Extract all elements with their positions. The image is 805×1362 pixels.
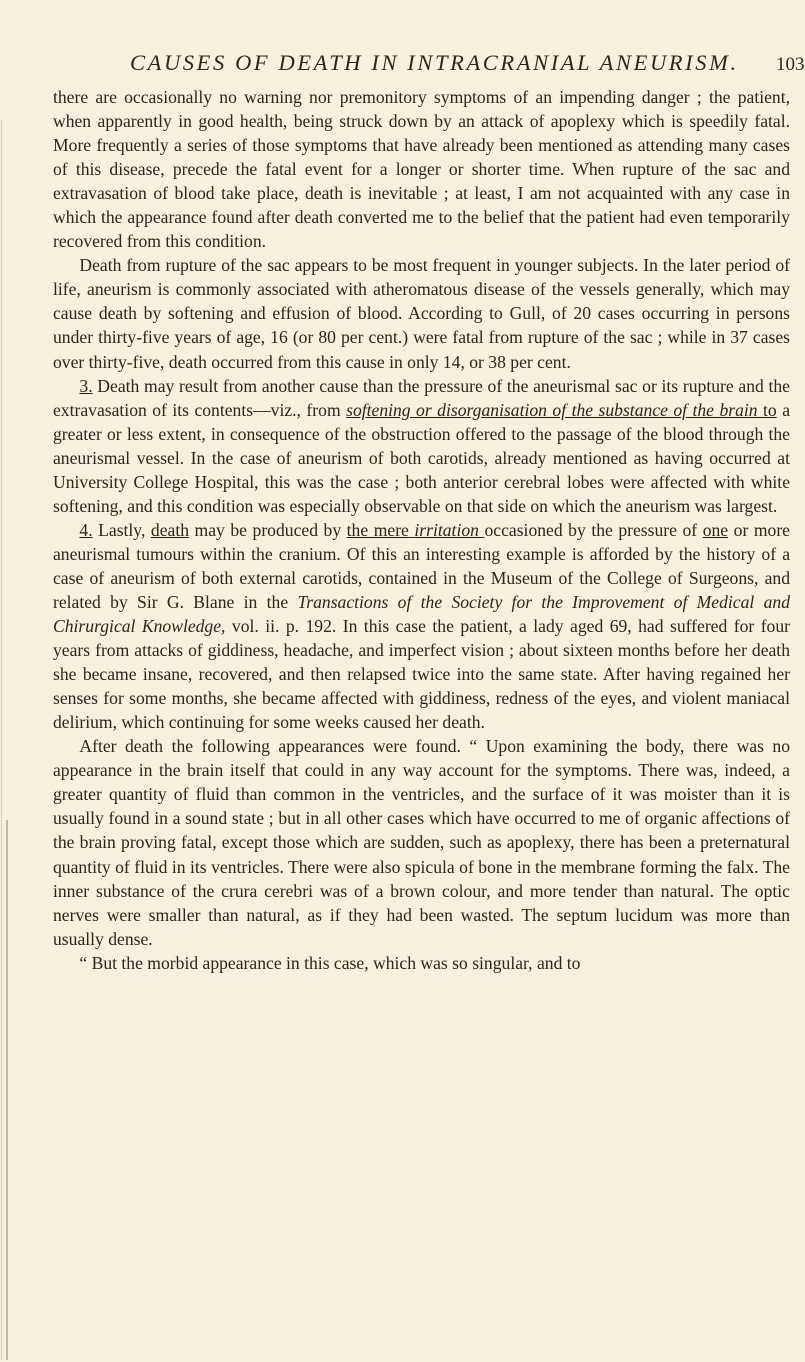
paragraph-4-text-h: or more aneurismal tumours within the cranium. Of this an interesting example is afforded by the history of a case of aneurism of both external carotids, contained in the Museum of the College of Surgeons, and related by Sir G. Blane in the bbox=[53, 519, 790, 612]
section-number-4: 4. bbox=[79, 519, 93, 540]
paragraph-4 bbox=[53, 518, 790, 734]
underlined-the-mere: the mere bbox=[346, 519, 415, 540]
journal-title: Transactions of the Society for the Improvement of Medical and Chirurgical Knowledge, bbox=[53, 591, 790, 637]
paragraph-6: “ But the morbid appearance in this case, which was so singular, and to bbox=[79, 952, 581, 973]
page-header bbox=[24, 50, 805, 84]
paragraph-3-text-e: a greater or less extent, in consequence of the obstruction offered to the passage of the blood through the aneurismal vessel. In the case of aneurism of both carotids, already mentioned as having occurred at University College Hospital, this was the case ; both anterior cerebral lobes were affected with white softening, and this condition was especially observable on that side on which the aneurism was largest. bbox=[53, 399, 790, 516]
page-edge-line bbox=[1, 120, 2, 1360]
underlined-one: one bbox=[702, 519, 729, 540]
underlined-death: death bbox=[150, 519, 190, 540]
page-number: 103 bbox=[776, 54, 805, 75]
emphasis-irritation: irritation bbox=[414, 519, 485, 540]
paragraph-4-text-c: may be produced by bbox=[189, 519, 347, 540]
section-number-3: 3. bbox=[79, 375, 93, 396]
paragraph-4-text-a: Lastly, bbox=[92, 519, 151, 540]
binding-shadow bbox=[6, 820, 8, 1360]
emphasis-softening: softening or disorganisation of the substance of the brain bbox=[346, 399, 758, 420]
paragraph-3-text-d: to bbox=[757, 399, 777, 420]
paragraph-2: Death from rupture of the sac appears to be most frequent in younger subjects. In the later period of life, aneurism is commonly associated with atheromatous disease of the vessels generally, which may cause death by softening and effusion of blood. According to Gull, of 20 cases occurring in persons under thirty-five years of age, 16 (or 80 per cent.) were fatal from rupture of the sac ; while in 37 cases over thirty-five, death occurred from this cause in only 14, or 38 per cent. bbox=[53, 255, 790, 372]
paragraph-3-text-b: from bbox=[300, 399, 347, 420]
body-text bbox=[53, 85, 790, 975]
running-title: CAUSES OF DEATH IN INTRACRANIAL ANEURISM. bbox=[130, 50, 739, 75]
paragraph-4-text-j: vol. ii. p. 192. In this case the patient, a lady aged 69, had suffered for four years from attacks of giddiness, headache, and imperfect vision ; about sixteen months before her death she became insane, recovered, and then relapsed twice into the same state. After having regained her senses for some months, she became affected with giddiness, redness of the eyes, and violent maniacal delirium, which continuing for some weeks caused her death. bbox=[53, 616, 791, 733]
paragraph-3-text-a: Death may result from another cause than the pressure of the aneurismal sac or its rupture and the extravasation of its contents—viz., bbox=[53, 375, 790, 420]
paragraph-3 bbox=[53, 374, 790, 518]
paragraph-1: there are occasionally no warning nor premonitory symptoms of an impending danger ; the patient, when apparently in good health, being struck down by an attack of apoplexy which is speedily fatal. More frequently a series of those symptoms that have already been mentioned as attending many cases of this disease, precede the fatal event for a longer or shorter time. When rupture of the sac and extravasation of blood take place, death is inevitable ; at least, I am not acquainted with any case in which the appearance found after death converted me to the belief that the patient had even temporarily recovered from this condition. bbox=[53, 87, 790, 252]
paragraph-5: After death the following appearances were found. “ Upon examining the body, there was no appearance in the brain itself that could in any way account for the symptoms. There was, indeed, a greater quantity of fluid than common in the ventricles, and the surface of it was moister than it is usually found in a sound state ; but in all other cases which have occurred to me of organic affections of the brain proving fatal, except those which are sudden, such as apoplexy, there has been a preternatural quantity of fluid in its ventricles. There were also spicula of bone in the membrane forming the falx. The inner substance of the crura cerebri was of a brown colour, and more tender than natural. The optic nerves were smaller than natural, as if they had been wasted. The septum lucidum was more than usually dense. bbox=[53, 736, 790, 949]
paragraph-4-text-f: occasioned by the pressure of bbox=[484, 519, 703, 540]
